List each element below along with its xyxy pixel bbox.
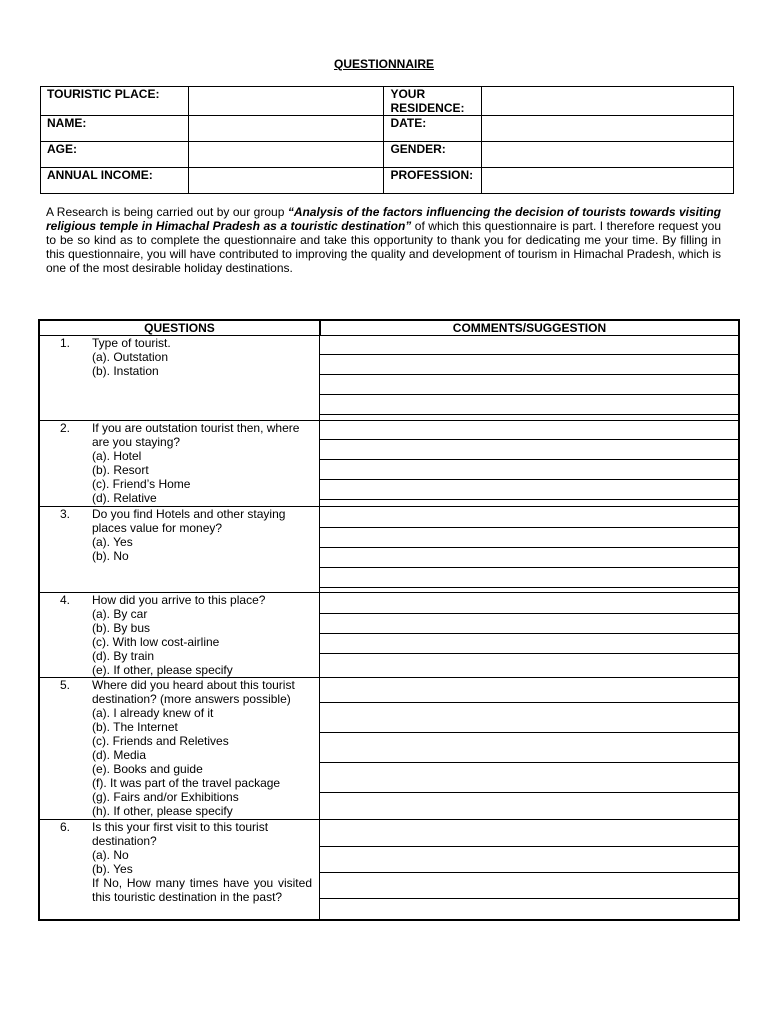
- option: (c). With low cost-airline: [92, 635, 220, 649]
- question-text: Where did you heard about this tourist destination? (more answers possible): [92, 678, 295, 706]
- question-row-4: [39, 593, 739, 678]
- intro-research-title: “Analysis of the factors influencing the decision of tourists towards visiting religious temple in Himachal Pradesh as a touristic destination”: [46, 205, 721, 233]
- intro-paragraph: [46, 205, 721, 275]
- option: (a). No: [92, 848, 129, 862]
- option: (b). No: [92, 549, 129, 563]
- option: (c). Friends and Reletives: [92, 734, 229, 748]
- option: (d). Relative: [92, 491, 157, 505]
- question-number: 5.: [59, 678, 70, 692]
- option: (b). By bus: [92, 621, 151, 635]
- age-field[interactable]: [188, 142, 384, 168]
- age-label: AGE:: [41, 142, 189, 168]
- option: (b). Resort: [92, 463, 149, 477]
- question-text: Is this your first visit to this tourist destination?: [92, 820, 269, 848]
- gender-field[interactable]: [482, 142, 734, 168]
- gender-label: GENDER:: [384, 142, 482, 168]
- question-number: 1.: [59, 336, 70, 350]
- personal-info-table: [40, 86, 734, 194]
- question-text: How did you arrive to this place?: [92, 593, 266, 607]
- question-number: 4.: [59, 593, 70, 607]
- intro-before: A Research is being carried out by our group: [46, 205, 288, 219]
- residence-field[interactable]: [482, 87, 734, 116]
- name-field[interactable]: [188, 116, 384, 142]
- comment-field-6[interactable]: [320, 820, 739, 920]
- option: (b). Yes: [92, 862, 133, 876]
- touristic-place-field[interactable]: [188, 87, 384, 116]
- profession-field[interactable]: [482, 168, 734, 194]
- question-number: 3.: [59, 507, 70, 521]
- option: (f). It was part of the travel package: [92, 776, 281, 790]
- question-row-1: [39, 336, 739, 421]
- question-row-2: [39, 421, 739, 507]
- question-row-5: [39, 678, 739, 820]
- follow-up-question: If No, How many times have you visited this touristic destination in the past?: [92, 876, 312, 904]
- option: (c). Friend’s Home: [92, 477, 191, 491]
- question-text: Type of tourist.: [92, 336, 171, 350]
- option: (a). Hotel: [92, 449, 142, 463]
- option: (a). By car: [92, 607, 148, 621]
- question-number: 2.: [59, 421, 70, 435]
- comment-field-2[interactable]: [320, 421, 739, 507]
- comments-header: COMMENTS/SUGGESTION: [320, 320, 739, 336]
- question-text: Do you find Hotels and other staying places value for money?: [92, 507, 286, 535]
- option: (g). Fairs and/or Exhibitions: [92, 790, 239, 804]
- name-label: NAME:: [41, 116, 189, 142]
- option: (b). The Internet: [92, 720, 178, 734]
- option: (a). Outstation: [92, 350, 169, 364]
- option: (e). If other, please specify: [92, 663, 233, 677]
- annual-income-field[interactable]: [188, 168, 384, 194]
- profession-label: PROFESSION:: [384, 168, 482, 194]
- date-label: DATE:: [384, 116, 482, 142]
- option: (e). Books and guide: [92, 762, 203, 776]
- annual-income-label: ANNUAL INCOME:: [41, 168, 189, 194]
- question-number: 6.: [59, 820, 70, 834]
- comment-field-5[interactable]: [320, 678, 739, 820]
- date-field[interactable]: [482, 116, 734, 142]
- comment-field-3[interactable]: [320, 507, 739, 593]
- option: (b). Instation: [92, 364, 159, 378]
- touristic-place-label: TOURISTIC PLACE:: [41, 87, 189, 116]
- option: (d). Media: [92, 748, 147, 762]
- comment-field-1[interactable]: [320, 336, 739, 421]
- option: (h). If other, please specify: [92, 804, 233, 818]
- option: (a). Yes: [92, 535, 133, 549]
- page-title: QUESTIONNAIRE: [333, 57, 434, 71]
- question-row-6: [39, 820, 739, 920]
- option: (a). I already knew of it: [92, 706, 214, 720]
- intro-after: of which this questionnaire is part. I therefore request you to be so kind as to complete the questionnaire and take this opportunity to thank you for dedicating me your time. By filling in this questionnaire, you will have contributed to improving the quality and development of tourism in Himachal Pradesh, which is one of the most desirable holiday destinations.: [46, 219, 721, 275]
- option: (d). By train: [92, 649, 155, 663]
- question-row-3: [39, 507, 739, 593]
- comment-field-4[interactable]: [320, 593, 739, 678]
- questions-table: [38, 319, 740, 921]
- question-text: If you are outstation tourist then, where are you staying?: [92, 421, 300, 449]
- residence-label: YOUR RESIDENCE:: [384, 87, 482, 116]
- questions-header: QUESTIONS: [39, 320, 320, 336]
